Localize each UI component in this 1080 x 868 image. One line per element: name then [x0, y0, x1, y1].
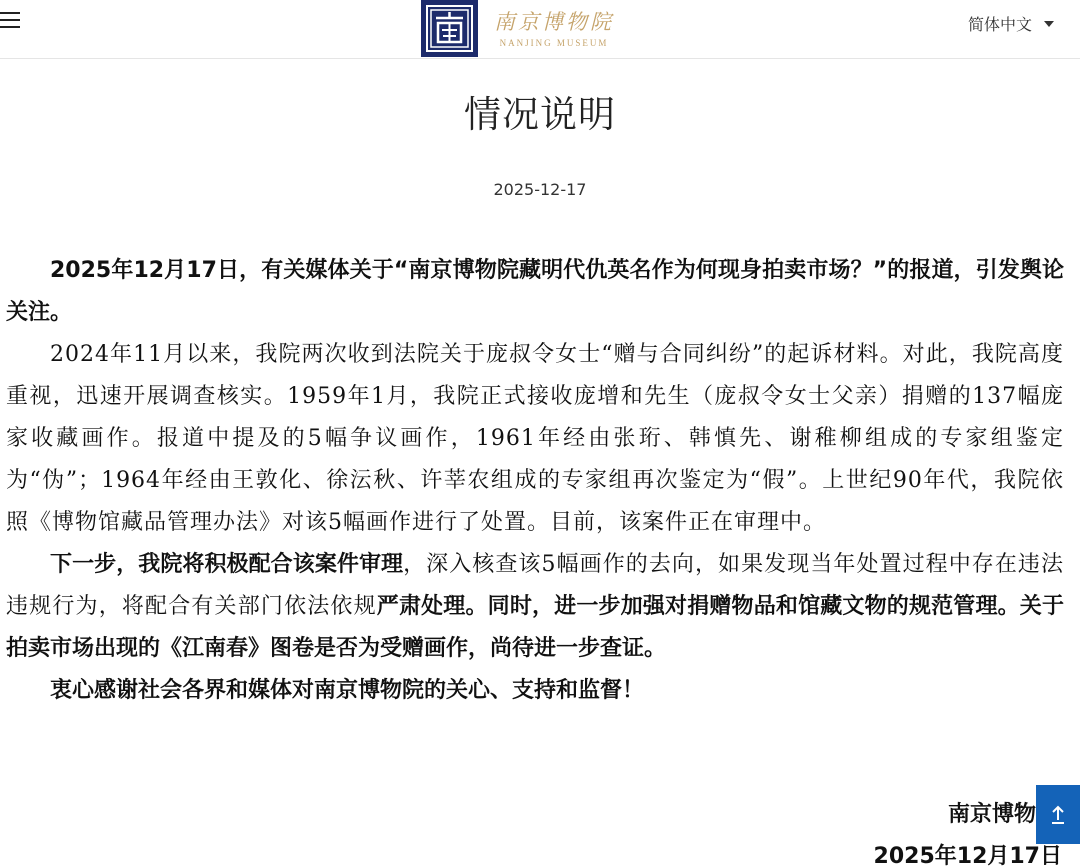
- logo[interactable]: [421, 0, 651, 57]
- article-body: [6, 250, 1064, 712]
- paragraph-thanks: 衷心感谢社会各界和媒体对南京博物院的关心、支持和监督！: [50, 678, 645, 703]
- signature-org: 南京博物: [947, 802, 1036, 827]
- signature-block: [873, 794, 1062, 868]
- paragraph-next-steps: [6, 544, 1064, 670]
- logo-text: [494, 9, 614, 48]
- publish-date: 2025-12-17: [493, 180, 587, 199]
- logo-english-name: NANJING MUSEUM: [499, 38, 609, 48]
- paragraph-intro: 2025年12月17日，有关媒体关于“南京博物院藏明代仇英名作为何现身拍卖市场？”的报道，引发舆论关注。: [6, 258, 1064, 325]
- paragraph-details: 2024年11月以来，我院两次收到法院关于庞叔令女士“赠与合同纠纷”的起诉材料。对此，我院高度重视，迅速开展调查核实。1959年1月，我院正式接收庞增和先生（庞叔令女士父亲）捐赠的137幅庞家收藏画作。报道中提及的5幅争议画作，1961年经由张珩、韩慎先、谢稚柳组成的专家组鉴定为“伪”；1964年经由王敦化、徐沄秋、许莘农组成的专家组再次鉴定为“假”。上世纪90年代，我院依照《博物馆藏品管理办法》对该5幅画作进行了处置。目前，该案件正在审理中。: [6, 342, 1064, 535]
- language-selector[interactable]: [968, 12, 1054, 35]
- hamburger-menu-icon[interactable]: [0, 10, 22, 32]
- back-to-top-button[interactable]: [1036, 785, 1080, 844]
- signature-date: 2025年12月17日: [873, 844, 1062, 868]
- next-steps-bold-lead: 下一步，我院将积极配合该案件审理: [50, 552, 404, 577]
- header: [0, 0, 1080, 59]
- next-steps-bold-tail: 严肃处理。同时，进一步加强对捐赠物品和馆藏文物的规范管理。关于拍卖市场出现的《江南春》图卷是否为受赠画作，尚待进一步查证。: [6, 594, 1064, 661]
- caret-down-icon: [1044, 21, 1054, 27]
- next-steps-body: ，深入核查该5幅画作的去向，如果发现当年处置过程中存在违法违规行为，将配合有关部门依法依规: [6, 552, 1064, 619]
- museum-seal-icon: [421, 0, 478, 57]
- language-label: 简体中文: [968, 15, 1033, 34]
- logo-chinese-name: 南京博物院: [494, 10, 614, 34]
- page-title: 情况说明: [464, 93, 616, 136]
- arrow-up-icon: [1049, 804, 1067, 826]
